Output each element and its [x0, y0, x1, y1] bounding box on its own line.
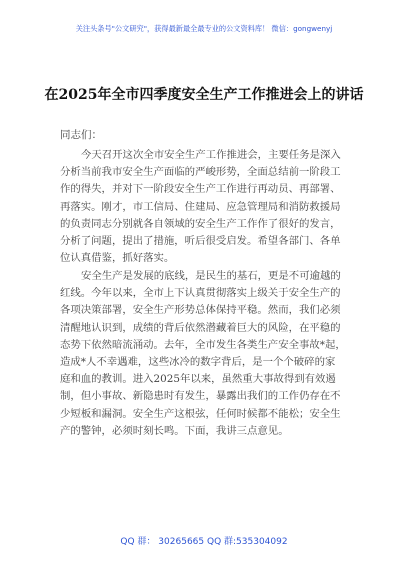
paragraph-2: [60, 268, 350, 440]
paragraph-line: 态势下依然暗流涌动。去年，全市发生各类生产安全事故*起，: [60, 338, 346, 351]
header-promo-note: 关注头条号"公文研究"，获得最新最全最专业的公文资料库！ 微信：gongwenyj: [75, 24, 333, 33]
paragraph-line: 分析了问题，提出了措施，听后很受启发。希望各部门、各单: [60, 234, 341, 247]
paragraph-line: 作的得失，并对下一阶段安全生产工作进行再动员、再部署、: [60, 183, 341, 196]
paragraph-line: 各项决策部署，安全生产形势总体保持平稳。然而，我们必须: [60, 304, 341, 317]
paragraph-1: [60, 147, 350, 267]
paragraph-line: 庭和血的教训。进入2025年以来，虽然重大事故得到有效遏: [60, 373, 336, 386]
paragraph-line: 的负责同志分别就各自领域的安全生产工作作了很好的发言，: [60, 217, 341, 230]
paragraph-line: 产的警钟，必须时刻长鸣。下面，我讲三点意见。: [60, 424, 289, 437]
document-title: 在2025年全市四季度安全生产工作推进会上的讲话: [44, 87, 364, 103]
footer-qq-note: QQ 群： 30265665 QQ 群:535304092: [120, 537, 288, 547]
paragraph-line: 今天召开这次全市安全生产工作推进会，主要任务是深入: [81, 149, 341, 161]
paragraph-line: 安全生产是发展的底线，是民生的基石，更是不可逾越的: [81, 270, 341, 282]
paragraph-line: 少短板和漏洞。安全生产这根弦，任何时候都不能松；安全生: [60, 407, 341, 420]
paragraph-line: 分析当前我市安全生产面临的严峻形势，全面总结前一阶段工: [60, 166, 341, 179]
paragraph-line: 制，但小事故、新隐患时有发生，暴露出我们的工作仍存在不: [60, 390, 341, 403]
paragraph-line: 造成*人不幸遇难，这些冰冷的数字背后，是一个个破碎的家: [60, 355, 336, 368]
paragraph-line: 清醒地认识到，成绩的背后依然潜藏着巨大的风险，在平稳的: [60, 321, 341, 334]
paragraph-line: 再落实。刚才，市工信局、住建局、应急管理局和消防救援局: [60, 200, 341, 213]
paragraph-line: 红线。今年以来，全市上下认真贯彻落实上级关于安全生产的: [60, 287, 341, 300]
salutation: 同志们：: [60, 129, 102, 141]
paragraph-line: 位认真借鉴，抓好落实。: [60, 252, 175, 265]
